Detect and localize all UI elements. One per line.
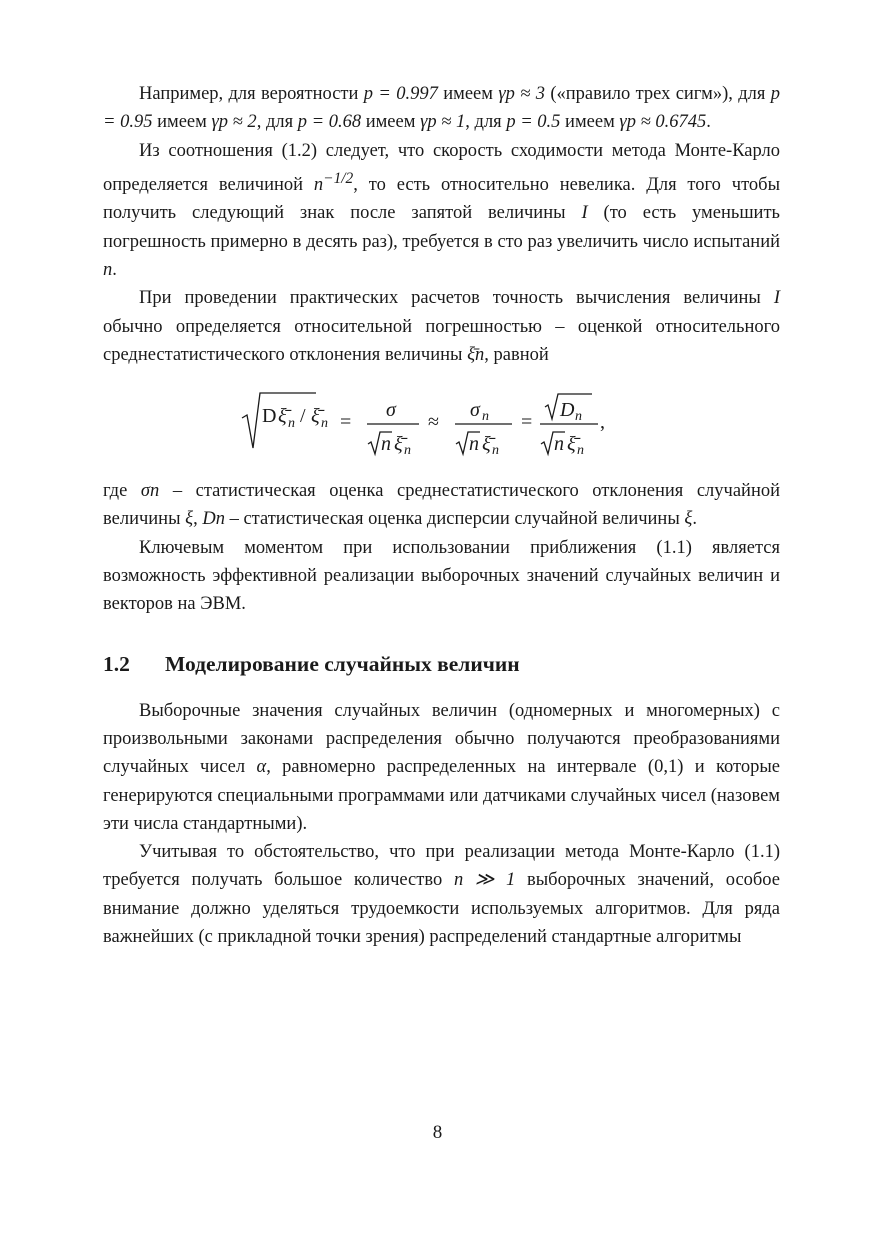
math-superscript: −1/2	[323, 169, 354, 187]
math-inline: ξ	[684, 509, 693, 530]
formula-xi: ξ̄	[566, 433, 576, 456]
page-number: 8	[432, 1122, 443, 1143]
formula-n: n	[553, 433, 564, 456]
formula-xi: ξ̄	[481, 433, 491, 456]
math-inline: p = 0.68	[297, 112, 362, 133]
formula-sigma-n: σ	[469, 399, 480, 422]
section-title: Моделирование случайных величин	[165, 651, 520, 676]
formula-xi: ξ̄	[393, 433, 403, 456]
paragraph-probability-examples: Например, для вероятности p = 0.997 имеем γp ≈ 3 («правило трех сигм»), для p = 0.95 имеем γp ≈ 2, для p = 0.68 имеем γp ≈ 1, для p = 0.5 имеем γp ≈ 0.6745.	[103, 84, 781, 133]
math-inline: γp ≈ 0.6745	[619, 112, 707, 133]
paragraph-key-moment: Ключевым моментом при использовании приближения (1.1) является возможность эффективной реализации выборочных значений случайных величин и векторов на ЭВМ.	[103, 537, 780, 615]
paragraph-convergence-rate: Из соотношения (1.2) следует, что скорость сходимости метода Монте-Карло определяется величиной $n^{-1/2}$, то есть относительно невелика. Для того чтобы получить следующий знак после запятой величины I (то есть уменьшить погрешность примерно в десять раз), требуется в сто раз увеличить число испытаний n.	[103, 140, 780, 280]
formula-xi: ξ̄	[277, 405, 287, 428]
formula-sub: n	[491, 443, 499, 459]
formula-comma: ,	[599, 411, 605, 434]
section-number: 1.2	[103, 651, 130, 676]
formula-eq: =	[520, 411, 532, 434]
math-inline: γp ≈ 1	[420, 112, 466, 133]
formula-n: n	[468, 433, 479, 456]
formula-sub: n	[320, 416, 328, 432]
math-inline: Dn	[202, 509, 225, 530]
paragraph-monte-carlo-cost: Учитывая то обстоятельство, что при реализации метода Монте-Карло (1.1) требуется получать большое количество n ≫ 1 выборочных значений, особое внимание должно уделяться трудоемкости используемых алгоритмов. Для ряда важнейших (с прикладной точки зрения) распределений стандартные алгоритмы	[103, 842, 780, 947]
math-inline: n	[313, 175, 324, 196]
formula-sub: n	[574, 409, 582, 425]
paragraph-relative-error: При проведении практических расчетов точность вычисления величины I обычно определяется относительной погрешностью – оценкой относительного среднестатистического отклонения величины ξ̄n, равной	[103, 288, 780, 365]
section-heading	[103, 649, 780, 679]
page-body	[103, 80, 780, 951]
formula-sub: n	[576, 443, 584, 459]
math-inline: σn	[140, 481, 160, 502]
math-inline: p = 0.997	[363, 84, 438, 104]
formula-n: n	[380, 433, 391, 456]
math-inline: I	[773, 288, 780, 309]
formula-slash: /	[299, 405, 306, 428]
paragraph-sample-values: Выборочные значения случайных величин (одномерных и многомерных) с произвольными законами распределения обычно получаются преобразованиями случайных чисел α, равномерно распределенных на интервале (0,1) и которые генерируются специальными программами или датчиками случайных чисел (назовем эти числа стандартными).	[103, 700, 780, 834]
formula-sub: n	[287, 416, 295, 432]
math-inline: n	[103, 259, 113, 280]
math-inline: ξ̄n	[467, 344, 485, 365]
formula-eq: =	[339, 411, 351, 434]
formula-sub: n	[403, 443, 411, 459]
formula-D: D	[261, 405, 276, 428]
formula-svg	[242, 388, 642, 458]
formula-approx: ≈	[427, 411, 439, 434]
formula-D-n: D	[559, 399, 574, 422]
formula-xi: ξ̄	[310, 405, 320, 428]
math-inline: α	[256, 757, 267, 778]
math-inline: p = 0.5	[506, 112, 561, 133]
paragraph-where-definitions: где σn – статистическая оценка среднестатистического отклонения случайной величины ξ, Dn – статистическая оценка дисперсии случайной величины ξ.	[103, 481, 781, 530]
math-inline: γp ≈ 3	[498, 84, 545, 104]
display-formula	[103, 369, 780, 477]
formula-sigma: σ	[385, 399, 396, 422]
math-inline: I	[581, 203, 588, 224]
math-inline: ξ	[185, 509, 194, 530]
formula-sub: n	[481, 409, 489, 425]
math-inline: γp ≈ 2	[211, 112, 257, 133]
math-inline: n ≫ 1	[453, 870, 516, 891]
math-inline: p = 0.95	[103, 84, 781, 133]
